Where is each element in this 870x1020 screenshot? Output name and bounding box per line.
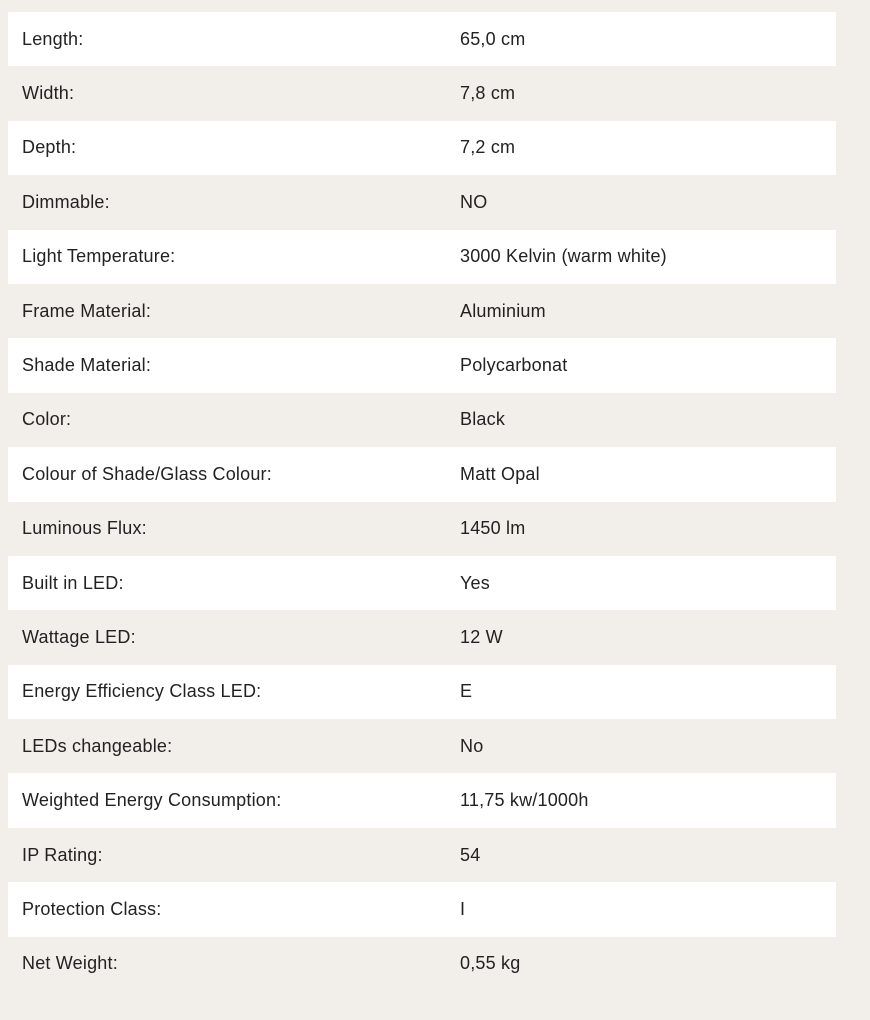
spec-value: 7,2 cm [460,137,516,158]
spec-row-luminous-flux [8,502,836,556]
spec-value: 65,0 cm [460,28,526,49]
spec-value: 0,55 kg [460,953,521,974]
spec-value: Yes [460,572,490,593]
spec-label: Light Temperature: [22,246,176,267]
spec-row-light-temperature [8,230,836,284]
spec-value: 54 [460,844,481,865]
spec-row-length [8,12,836,66]
spec-label: Net Weight: [22,953,118,974]
spec-label: Color: [22,409,72,430]
spec-row-dimmable [8,175,836,229]
spec-row-color [8,393,836,447]
spec-label: Weighted Energy Consumption: [22,790,282,811]
spec-value: 3000 Kelvin (warm white) [460,246,667,267]
spec-label: Wattage LED: [22,626,136,647]
spec-row-built-in-led [8,556,836,610]
spec-label: Dimmable: [22,191,110,212]
spec-row-width [8,66,836,120]
spec-value: Polycarbonat [460,355,568,376]
spec-value: 12 W [460,626,503,647]
spec-value: Black [460,409,506,430]
spec-label: Luminous Flux: [22,518,147,539]
spec-table [8,12,836,991]
spec-row-shade-material [8,338,836,392]
spec-value: Matt Opal [460,463,540,484]
spec-label: Protection Class: [22,898,162,919]
spec-value: E [460,681,473,702]
spec-value: 11,75 kw/1000h [460,790,589,811]
spec-label: Built in LED: [22,572,124,593]
spec-label: Frame Material: [22,300,152,321]
spec-row-frame-material [8,284,836,338]
spec-value: I [460,898,466,919]
spec-label: IP Rating: [22,844,103,865]
spec-label: Depth: [22,137,77,158]
spec-value: 7,8 cm [460,83,516,104]
spec-value: 1450 lm [460,518,526,539]
spec-row-leds-changeable [8,719,836,773]
spec-row-protection-class [8,882,836,936]
spec-label: Width: [22,83,75,104]
spec-label: LEDs changeable: [22,735,173,756]
spec-label: Length: [22,28,84,49]
spec-row-weighted-energy-consumption [8,773,836,827]
spec-label: Energy Efficiency Class LED: [22,681,262,702]
spec-row-depth [8,121,836,175]
spec-label: Shade Material: [22,355,152,376]
spec-value: NO [460,191,488,212]
spec-row-ip-rating [8,828,836,882]
spec-value: No [460,735,484,756]
spec-label: Colour of Shade/Glass Colour: [22,463,272,484]
spec-row-net-weight [8,937,836,991]
spec-row-energy-efficiency-class [8,665,836,719]
spec-row-shade-colour [8,447,836,501]
spec-row-wattage-led [8,610,836,664]
spec-value: Aluminium [460,300,546,321]
